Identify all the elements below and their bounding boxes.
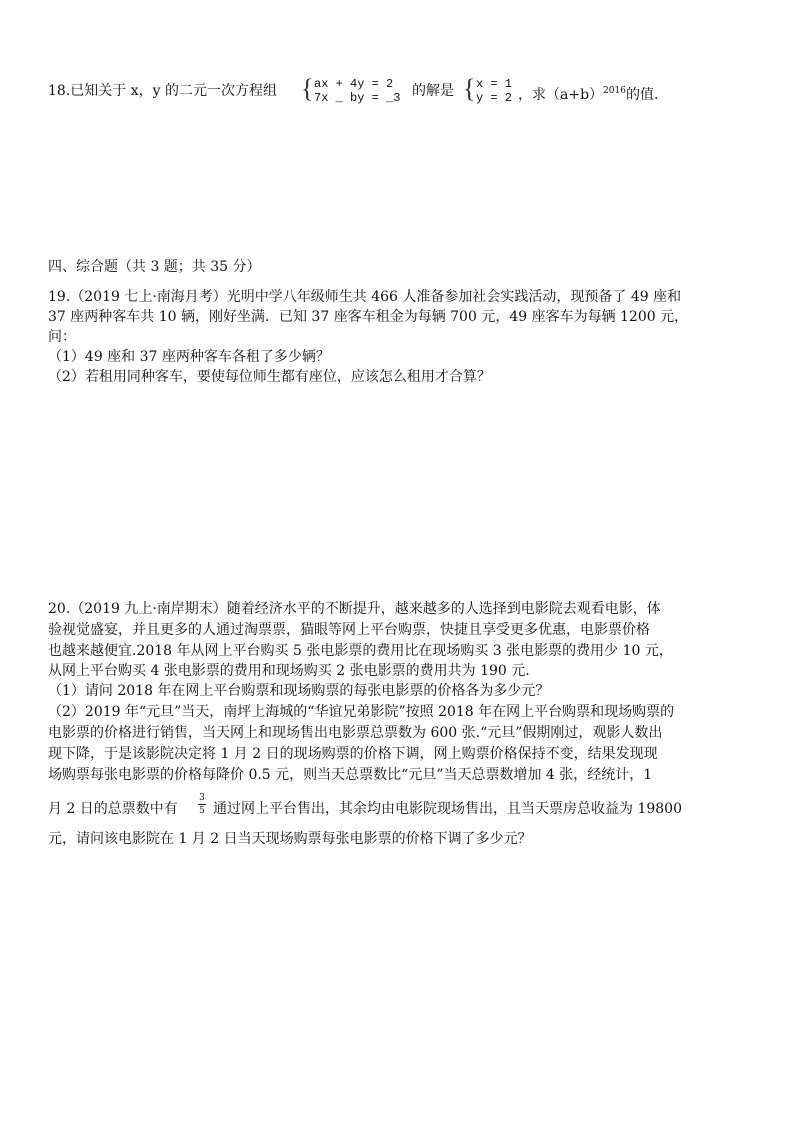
q19-part-2: （2）若租用同种客车，要使每位师生都有座位，应该怎么租用才合算？ (48, 369, 491, 385)
q18-sol1: x = 1 (476, 77, 513, 91)
q20-fraction (197, 793, 207, 816)
q19-line: 19.（2019 七上·南海月考）光明中学八年级师生共 466 人准备参加社会实践活动，现预备了 49 座和 (48, 289, 682, 305)
q20-line: 从网上平台购买 4 张电影票的费用和现场购买 2 张电影票的费用共为 190 元. (48, 663, 530, 679)
q18-eq1: ax + 4y = 2 (314, 77, 394, 91)
q20-part-2: （2）2019 年“元旦”当天，南坪上海城的“华谊兄弟影院”按照 2018 年在网上平台购票和现场购票的 (48, 704, 675, 720)
q18-suffix: ，求$(a+b)^{2016}$的值. (518, 86, 659, 103)
q20-part-1: （1）请问 2018 年在网上平台购票和现场购票的每张电影票的价格各为多少元？ (48, 683, 550, 699)
q18-sol2: y = 2 (476, 91, 513, 105)
q18-exponent: 2016 (603, 86, 626, 96)
q18-mid: 的解是 (412, 83, 454, 99)
q19-part-1: （1）49 座和 37 座两种客车各租了多少辆？ (48, 349, 330, 365)
q19-line: 37 座两种客车共 10 辆，刚好坐满．已知 37 座客车租金为每辆 700 元，49 座客车为每辆 1200 元， (48, 309, 689, 325)
q19-line: 问： (48, 329, 76, 345)
section-4-heading: 四、综合题（共 3 题；共 35 分） (48, 259, 261, 275)
fraction-bar (198, 804, 206, 805)
q20-line: 也越来越便宜.2018 年从网上平台购买 5 张电影票的费用比在现场购买 3 张电影票的费用少 10 元， (48, 643, 673, 659)
q18-system-brace: { (301, 74, 314, 103)
q20-line: 20.（2019 九上·南岸期末）随着经济水平的不断提升，越来越多的人选择到电影院去观看电影，体 (48, 601, 661, 617)
q20-line: 验视觉盛宴，并且更多的人通过淘票票，猫眼等网上平台购票，快捷且享受更多优惠，电影票价格 (48, 622, 650, 638)
q20-line: 场购票每张电影票的价格每降价 0.5 元，则当天总票数比“元旦”当天总票数增加 4 张，经统计，1 (48, 767, 653, 783)
fraction-denominator: 5 (199, 806, 205, 816)
q18-eq2: 7x _ by = _3 (314, 91, 401, 105)
q18-solution-brace: { (463, 74, 476, 103)
q20-last-line: 元，请问该电影院在 1 月 2 日当天现场购票每张电影票的价格下调了多少元？ (48, 831, 532, 847)
fraction-numerator: 3 (199, 793, 205, 803)
q20-line: 电影票的价格进行销售，当天网上和现场售出电影票总票数为 600 张.“元旦”假期刚过，观影人数出 (48, 725, 663, 741)
q18-prefix: 18.已知关于 x，y 的二元一次方程组 (48, 83, 277, 99)
q20-fraction-line-pre: 月 2 日的总票数中有 (48, 801, 178, 817)
q20-line: 现下降，于是该影院决定将 1 月 2 日的现场购票的价格下调，网上购票价格保持不变，结果发现现 (48, 746, 658, 762)
q20-fraction-line-post: 通过网上平台售出，其余均由电影院现场售出，且当天票房总收益为 19800 (213, 801, 682, 817)
